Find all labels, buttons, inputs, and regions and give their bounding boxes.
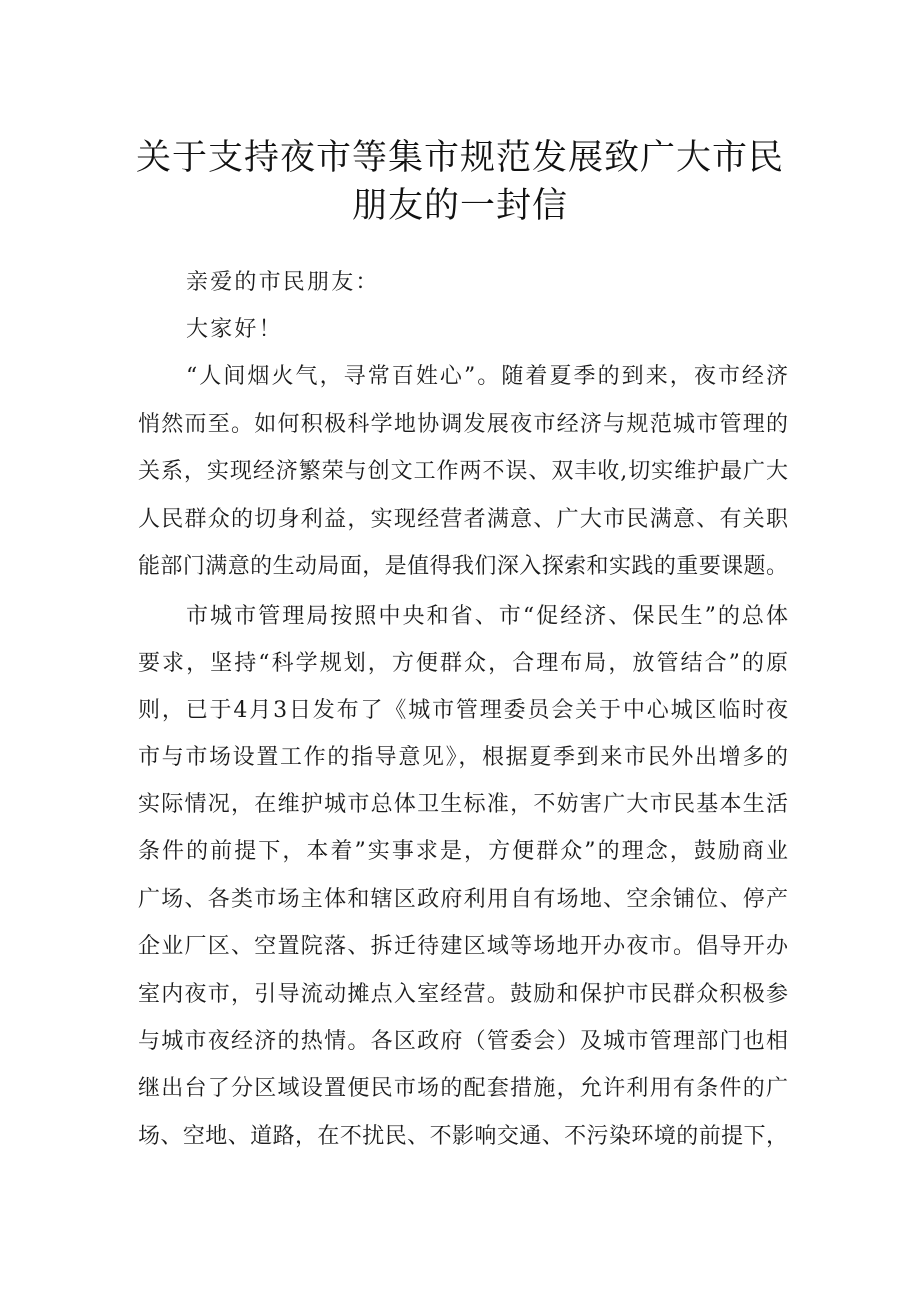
paragraph-1-line: 人民群众的切身利益，实现经营者满意、广大市民满意、有关职 [138, 507, 788, 532]
paragraph-2-line: 广场、各类市场主体和辖区政府利用自有场地、空余铺位、停产 [138, 887, 788, 912]
paragraph-2-line: 室内夜市，引导流动摊点入室经营。鼓励和保护市民群众积极参 [138, 982, 788, 1007]
paragraph-2-line: 市与市场设置工作的指导意见》，根据夏季到来市民外出增多的 [138, 745, 788, 770]
letter-title-line-1: 关于支持夜市等集市规范发展致广大市民 [135, 138, 784, 178]
paragraph-2-line: 继出台了分区域设置便民市场的配套措施，允许利用有条件的广 [138, 1076, 788, 1101]
paragraph-1-line: 悄然而至。如何积极科学地协调发展夜市经济与规范城市管理的 [138, 412, 788, 437]
paragraph-2-line: 企业厂区、空置院落、拆迁待建区域等场地开办夜市。倡导开办 [138, 934, 788, 959]
paragraph-2-line: 则，已于4月3日发布了《城市管理委员会关于中心城区临时夜 [138, 698, 788, 723]
letter-title-line-2: 朋友的一封信 [351, 186, 568, 226]
salutation: 亲爱的市民朋友： [186, 270, 380, 295]
paragraph-1-line: 关系，实现经济繁荣与创文工作两不误、双丰收,切实维护最广大 [138, 459, 788, 484]
paragraph-2-line: 市城市管理局按照中央和省、市“促经济、保民生”的总体 [186, 604, 788, 629]
paragraph-2-line: 要求，坚持“科学规划，方便群众，合理布局，放管结合”的原 [138, 651, 788, 676]
paragraph-2-line: 场、空地、道路，在不扰民、不影响交通、不污染环境的前提下， [138, 1124, 788, 1149]
paragraph-2-line: 条件的前提下，本着”实事求是，方便群众”的理念，鼓励商业 [138, 839, 788, 864]
paragraph-1-line: 能部门满意的生动局面，是值得我们深入探索和实践的重要课题。 [138, 554, 788, 579]
paragraph-2-line: 实际情况，在维护城市总体卫生标准，不妨害广大市民基本生活 [138, 792, 788, 817]
paragraph-2-line: 与城市夜经济的热情。各区政府（管委会）及城市管理部门也相 [138, 1029, 788, 1054]
greeting: 大家好！ [186, 317, 283, 342]
paragraph-1-line: “人间烟火气，寻常百姓心”。随着夏季的到来，夜市经济 [186, 364, 788, 389]
